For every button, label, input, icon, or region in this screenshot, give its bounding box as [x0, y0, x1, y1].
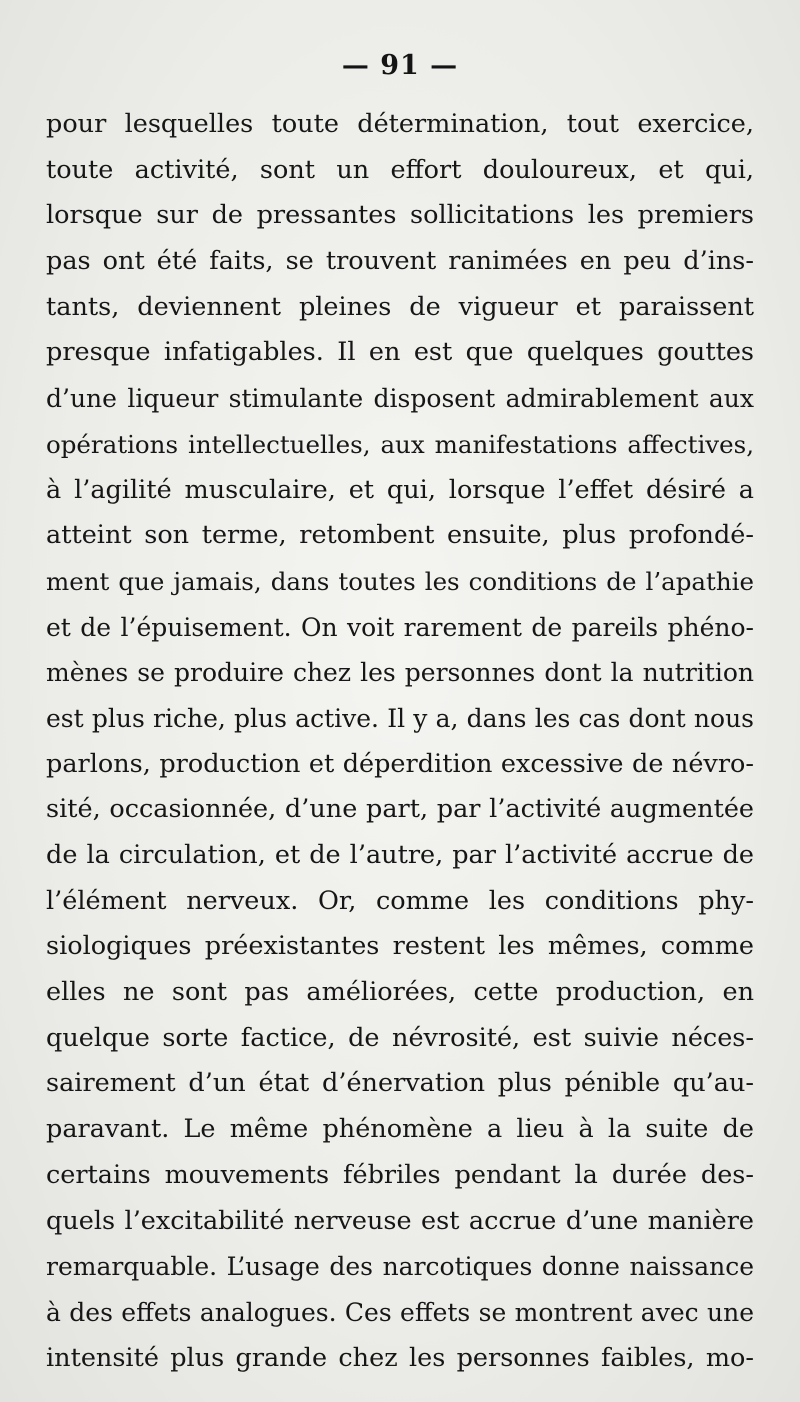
text-line: à l’agilité musculaire, et qui, lorsque l’effet désiré a [46, 474, 754, 505]
text-line: ment que jamais, dans toutes les conditions de l’apathie [46, 566, 754, 596]
text-line: tants, deviennent pleines de vigueur et paraissent [46, 291, 754, 322]
text-line: pas ont été faits, se trouvent ranimées en peu d’ins- [46, 246, 754, 277]
text-line: est plus riche, plus active. Il y a, dans les cas dont nous [46, 703, 754, 733]
text-line: sairement d’un état d’énervation plus pénible qu’au- [46, 1068, 754, 1099]
text-line: presque infatigables. Il en est que quelques gouttes [46, 337, 754, 368]
page-number: — 91 — [341, 50, 459, 81]
text-line: certains mouvements fébriles pendant la durée des- [46, 1159, 754, 1190]
text-line: parlons, production et déperdition excessive de névro- [46, 748, 754, 779]
text-line: atteint son terme, retombent ensuite, plus profondé- [46, 520, 754, 551]
text-line: siologiques préexistantes restent les mêmes, comme [46, 931, 754, 962]
text-line: opérations intellectuelles, aux manifestations affectives, [46, 429, 754, 459]
text-line: pour lesquelles toute détermination, tout exercice, [46, 109, 754, 139]
text-line: et de l’épuisement. On voit rarement de pareils phéno- [46, 612, 754, 642]
text-line: remarquable. L’usage des narcotiques donne naissance [46, 1252, 754, 1282]
text-line: lorsque sur de pressantes sollicitations les premiers [46, 200, 754, 231]
text-line: l’élément nerveux. Or, comme les conditions phy- [46, 885, 754, 916]
text-line: paravant. Le même phénomène a lieu à la suite de [46, 1114, 754, 1145]
text-line: à des effets analogues. Ces effets se montrent avec une [46, 1297, 754, 1327]
text-line: elles ne sont pas améliorées, cette production, en [46, 977, 754, 1008]
text-line: intensité plus grande chez les personnes faibles, mo- [46, 1342, 754, 1373]
text-line: mènes se produire chez les personnes dont la nutrition [46, 658, 754, 688]
text-line: quels l’excitabilité nerveuse est accrue d’une manière [46, 1205, 754, 1236]
text-line: d’une liqueur stimulante disposent admirablement aux [46, 384, 754, 414]
text-line: de la circulation, et de l’autre, par l’activité accrue de [46, 840, 754, 870]
text-line: quelque sorte factice, de névrosité, est suivie néces- [46, 1022, 754, 1053]
text-line: toute activité, sont un effort douloureux, et qui, [46, 154, 754, 185]
page-body-text [46, 102, 754, 1381]
text-line: sité, occasionnée, d’une part, par l’activité augmentée [46, 794, 754, 825]
